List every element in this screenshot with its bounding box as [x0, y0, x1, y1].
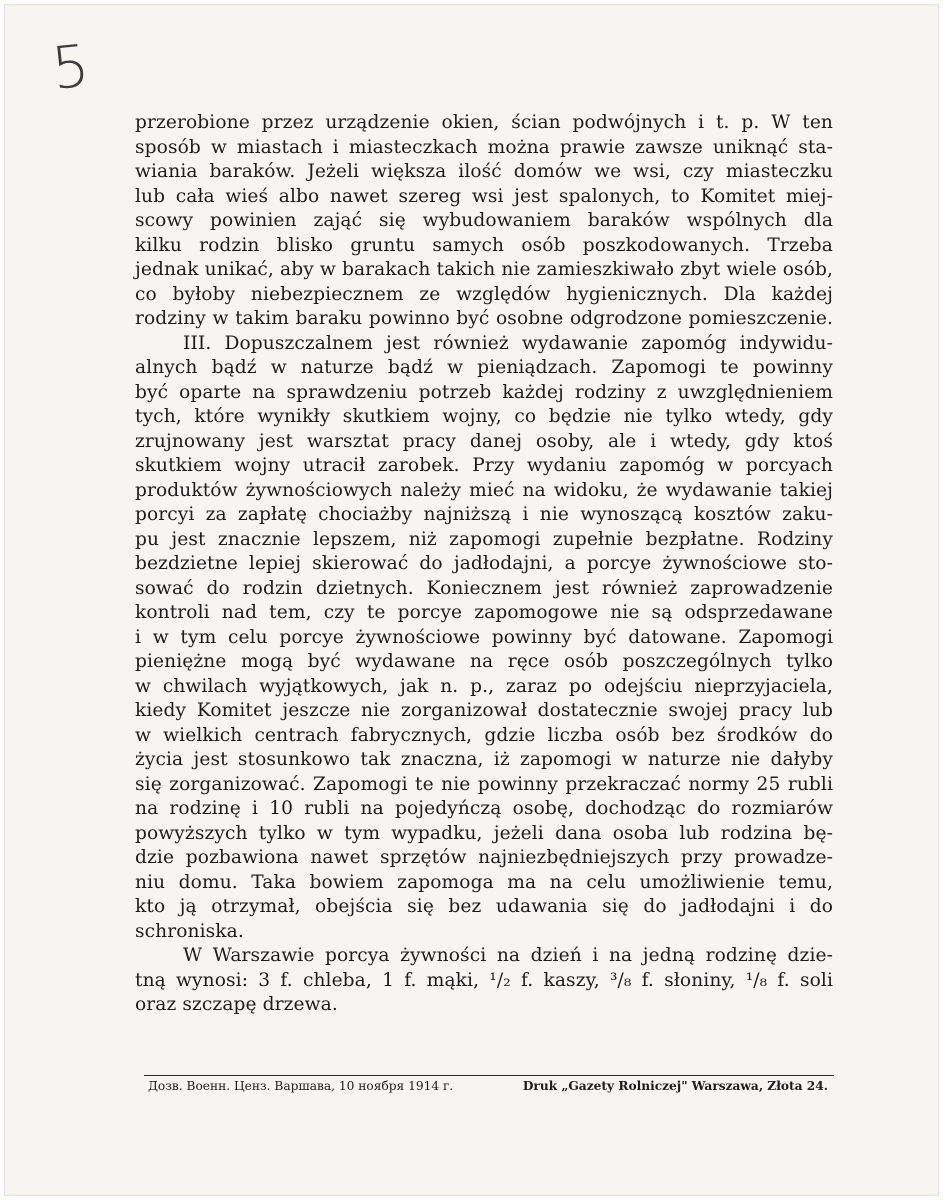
text-line: produktów żywnościowych należy mieć na widoku, że wydawanie takiej: [135, 479, 833, 501]
text-line: porcyi za zapłatę chociażby najniższą i nie wynoszącą kosztów zaku-: [135, 504, 833, 525]
text-line: się zorganizować. Zapomogi te nie powinny przekraczać normy 25 rubli: [135, 773, 833, 795]
text-line: przerobione przez urządzenie okien, ścian podwójnych i t. p. W ten: [135, 112, 833, 133]
text-line-paragraph-end: oraz szczapę drzewa.: [135, 994, 338, 1015]
text-line: życia jest stosunkowo tak znaczna, iż zapomogi w naturze nie dałyby: [135, 749, 833, 770]
text-line: pieniężne mogą być wydawane na ręce osób poszczególnych tylko: [135, 651, 833, 672]
text-line: tych, które wynikły skutkiem wojny, co będzie nie tylko wtedy, gdy: [135, 406, 833, 427]
text-line: lub cała wieś albo nawet szereg wsi jest spalonych, to Komitet miej-: [135, 185, 833, 207]
text-line: scowy powinien zająć się wybudowaniem baraków wspólnych dla: [135, 210, 833, 231]
footer-divider: [144, 1075, 834, 1076]
text-line: kto ją otrzymał, obejścia się bez udawania się do jadłodajni i do: [135, 896, 833, 917]
text-line: rodziny w takim baraku powinno być osobne odgrodzone pomieszczenie.: [135, 308, 833, 329]
text-line: co byłoby niebezpiecznem ze względów hygienicznych. Dla każdej: [135, 283, 833, 305]
handwritten-page-number: [48, 31, 93, 103]
page-number-text: 5: [48, 31, 93, 103]
text-line: dzie pozbawiona nawet sprzętów najniezbędniejszych przy prowadze-: [135, 847, 833, 868]
text-line: i w tym celu porcye żywnościowe powinny być datowane. Zapomogi: [135, 626, 833, 648]
text-line: sować do rodzin dzietnych. Koniecznem jest również zaprowadzenie: [135, 577, 833, 599]
text-line: powyższych tylko w tym wypadku, jeżeli dana osoba lub rodzina bę-: [135, 822, 833, 844]
text-line: kiedy Komitet jeszcze nie zorganizował dostatecznie swojej pracy lub: [135, 700, 833, 721]
body-text: [135, 111, 833, 1018]
text-line: na rodzinę i 10 rubli na pojedyńczą osobę, dochodząc do rozmiarów: [135, 798, 833, 819]
text-line: wiania baraków. Jeżeli większa ilość domów we wsi, czy miasteczku: [135, 161, 833, 182]
text-line: kontroli nad tem, czy te porcye zapomogowe nie są odsprzedawane: [135, 602, 833, 623]
text-line: pu jest znacznie lepszem, niż zapomogi zupełnie bezpłatne. Rodziny: [135, 528, 833, 550]
text-line: bezdzietne lepiej skierować do jadłodajni, a porcye żywnościowe sto-: [135, 553, 833, 574]
text-line: zrujnowany jest warsztat pracy danej osoby, ale i wtedy, gdy ktoś: [135, 430, 833, 452]
document-page: [4, 4, 939, 1196]
text-line: tną wynosi: 3 f. chleba, 1 f. mąki, ¹/₂ f. kaszy, ³/₈ f. słoniny, ¹/₈ f. soli: [135, 969, 833, 991]
text-line: alnych bądź w naturze bądź w pieniądzach. Zapomogi te powinny: [135, 357, 833, 378]
text-line: sposób w miastach i miasteczkach można prawie zawsze uniknąć sta-: [135, 136, 833, 158]
text-line: w wielkich centrach fabrycznych, gdzie liczba osób bez środków do: [135, 724, 833, 746]
footer: [148, 1079, 828, 1093]
text-line: skutkiem wojny utracił zarobek. Przy wydaniu zapomóg w porcyach: [135, 455, 833, 476]
text-line: w chwilach wyjątkowych, jak n. p., zaraz po odejściu nieprzyjaciela,: [135, 675, 833, 697]
text-line: jednak unikać, aby w barakach takich nie zamieszkiwało zbyt wiele osób,: [135, 259, 833, 280]
text-line: niu domu. Taka bowiem zapomoga ma na celu umożliwienie temu,: [135, 871, 833, 893]
text-line: kilku rodzin blisko gruntu samych osób poszkodowanych. Trzeba: [135, 234, 833, 256]
text-line-paragraph-end: schroniska.: [135, 920, 244, 942]
printer-imprint: Druk „Gazety Rolniczej" Warszawa, Złota 24.: [522, 1079, 828, 1093]
text-line-section-start: III. Dopuszczalnem jest również wydawanie zapomóg indywidu-: [183, 332, 833, 354]
text-line: być oparte na sprawdzeniu potrzeb każdej rodziny z uwzględnieniem: [135, 381, 833, 403]
censorship-note: Дозв. Военн. Ценз. Варшава, 10 ноября 1914 г.: [148, 1079, 454, 1093]
text-line-paragraph-start: W Warszawie porcya żywności na dzień i na jedną rodzinę dzie-: [183, 945, 833, 966]
